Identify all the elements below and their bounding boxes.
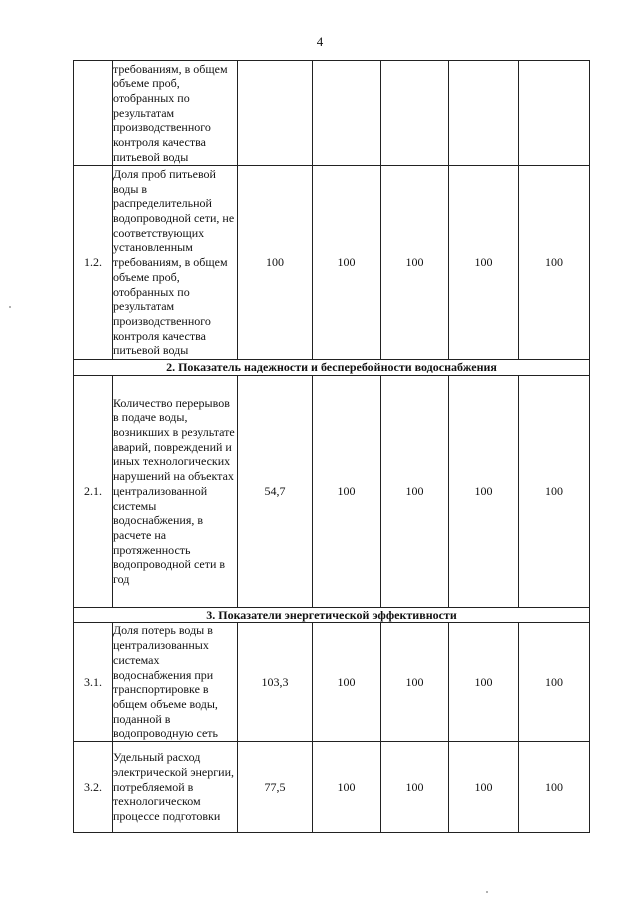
scan-artifact — [9, 306, 11, 308]
value-cell: 100 — [449, 375, 519, 607]
value-cell: 103,3 — [238, 623, 313, 742]
section-header-row — [74, 607, 590, 623]
section-header-row — [74, 360, 590, 376]
value-cell — [313, 61, 381, 166]
value-cell: 100 — [449, 623, 519, 742]
value-cell: 100 — [381, 623, 449, 742]
table-row — [74, 61, 590, 166]
indicator-description: Удельный расход электрической энергии, потребляемой в технологическом процессе подготовки — [113, 742, 238, 833]
value-cell: 100 — [449, 166, 519, 360]
indicator-description: Доля потерь воды в централизованных системах водоснабжения при транспортировке в общем объеме воды, поданной в водопроводную сеть — [113, 623, 238, 742]
value-cell — [449, 61, 519, 166]
indicator-description: Доля проб питьевой воды в распределительной водопроводной сети, не соответствующих установленным требованиям, в общем объеме проб, отобранных по результатам производственного контроля качества питьевой воды — [113, 166, 238, 360]
table-row — [74, 166, 590, 360]
value-cell: 100 — [381, 166, 449, 360]
value-cell: 100 — [313, 375, 381, 607]
table-row — [74, 623, 590, 742]
value-cell: 100 — [449, 742, 519, 833]
value-cell: 100 — [238, 166, 313, 360]
value-cell: 100 — [519, 623, 590, 742]
table-row — [74, 742, 590, 833]
value-cell: 100 — [519, 375, 590, 607]
value-cell: 100 — [381, 375, 449, 607]
value-cell: 100 — [313, 742, 381, 833]
scan-artifact — [486, 891, 488, 893]
value-cell: 100 — [313, 166, 381, 360]
row-number — [74, 61, 113, 166]
value-cell: 100 — [313, 623, 381, 742]
value-cell — [381, 61, 449, 166]
section-title: 2. Показатель надежности и бесперебойности водоснабжения — [74, 360, 590, 376]
value-cell: 100 — [519, 742, 590, 833]
row-number: 3.2. — [74, 742, 113, 833]
row-number: 1.2. — [74, 166, 113, 360]
value-cell: 77,5 — [238, 742, 313, 833]
value-cell — [519, 61, 590, 166]
value-cell — [238, 61, 313, 166]
indicators-table — [73, 60, 590, 833]
value-cell: 54,7 — [238, 375, 313, 607]
page-number: 4 — [316, 34, 324, 49]
value-cell: 100 — [519, 166, 590, 360]
row-number: 3.1. — [74, 623, 113, 742]
indicator-description: требованиям, в общем объеме проб, отобранных по результатам производственного контроля качества питьевой воды — [113, 61, 238, 166]
indicator-description: Количество перерывов в подаче воды, возникших в результате аварий, повреждений и иных технологических нарушений на объектах централизованной системы водоснабжения, в расчете на протяженность водопроводной сети в год — [113, 375, 238, 607]
section-title: 3. Показатели энергетической эффективности — [74, 607, 590, 623]
row-number: 2.1. — [74, 375, 113, 607]
table-row — [74, 375, 590, 607]
value-cell: 100 — [381, 742, 449, 833]
